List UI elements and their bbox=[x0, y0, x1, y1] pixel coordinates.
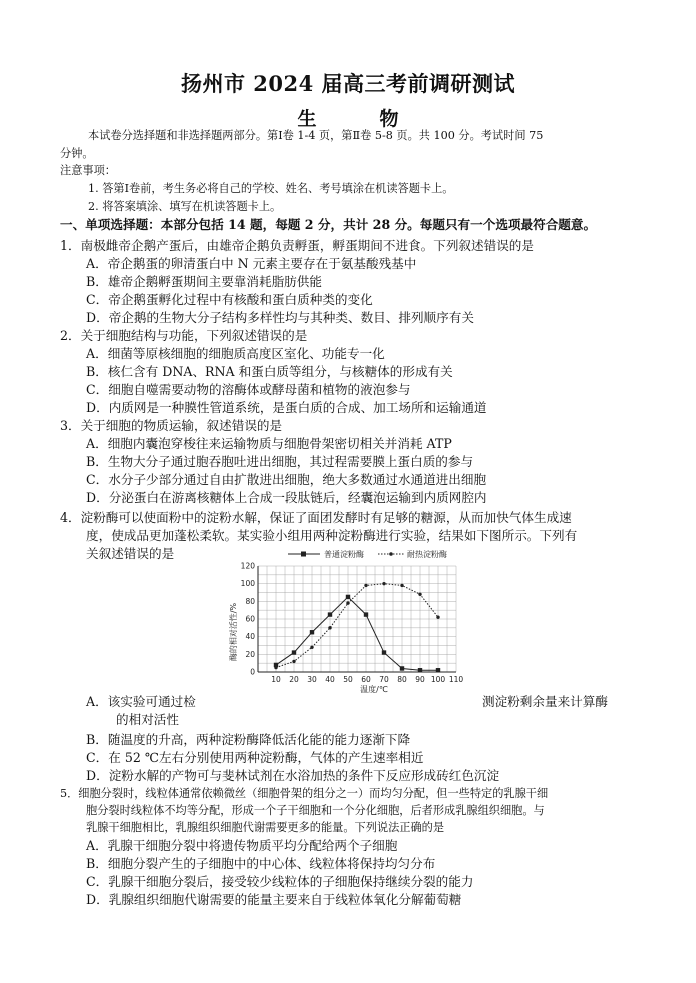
question-4-option-a-cont: 的相对活性 bbox=[116, 712, 179, 727]
data-point-normal bbox=[328, 612, 332, 616]
data-point-heat bbox=[346, 601, 349, 604]
data-point-normal bbox=[382, 650, 386, 654]
question-4-stem-line-3: 关叙述错误的是 bbox=[86, 546, 175, 561]
y-tick-label: 60 bbox=[245, 614, 255, 624]
legend-label-heat: 耐热淀粉酶 bbox=[407, 550, 447, 559]
x-tick-label: 70 bbox=[379, 675, 389, 684]
exam-title: 扬州市 2024 届高三考前调研测试 bbox=[180, 71, 516, 96]
question-4-option-c: C．在 52 ℃左右分别使用两种淀粉酶，气体的产生速率相近 bbox=[86, 750, 424, 765]
x-tick-label: 30 bbox=[307, 675, 317, 684]
x-tick-label: 50 bbox=[343, 675, 353, 684]
y-tick-label: 120 bbox=[240, 561, 255, 571]
data-point-heat bbox=[382, 582, 385, 585]
data-point-heat bbox=[292, 660, 295, 663]
question-4-stem-line-2: 度，使成品更加蓬松柔软。某实验小组用两种淀粉酶进行实验，结果如下图所示。下列有 bbox=[86, 528, 578, 543]
question-1-option-d: D．帝企鹅的生物大分子结构多样性均与其种类、数目、排列顺序有关 bbox=[86, 310, 474, 325]
question-5-option-d: D．乳腺组织细胞代谢需要的能量主要来自于线粒体氧化分解葡萄糖 bbox=[86, 892, 462, 907]
data-point-normal bbox=[400, 666, 404, 670]
question-2-option-b: B．核仁含有 DNA、RNA 和蛋白质等组分，与核糖体的形成有关 bbox=[86, 364, 453, 379]
data-point-heat bbox=[400, 584, 403, 587]
data-point-heat bbox=[310, 646, 313, 649]
data-point-heat bbox=[328, 626, 331, 629]
question-3-option-d: D．分泌蛋白在游离核糖体上合成一段肽链后，经囊泡运输到内质网腔内 bbox=[86, 490, 487, 505]
data-point-heat bbox=[364, 584, 367, 587]
legend-label-normal: 普通淀粉酶 bbox=[324, 550, 364, 559]
x-tick-label: 10 bbox=[271, 675, 281, 684]
question-5-stem-line-2: 胞分裂时线粒体不均等分配，形成一个子干细胞和一个分化细胞，后者形成乳腺组织细胞。与 bbox=[86, 804, 545, 817]
question-2-stem: 2．关于细胞结构与功能，下列叙述错误的是 bbox=[60, 328, 308, 343]
question-1-option-c: C．帝企鹅蛋孵化过程中有核酸和蛋白质种类的变化 bbox=[86, 292, 373, 307]
data-point-normal bbox=[364, 612, 368, 616]
y-axis-label: 酶的相对活性/% bbox=[229, 602, 238, 662]
x-tick-label: 110 bbox=[448, 675, 464, 684]
data-point-normal bbox=[346, 595, 350, 599]
y-tick-label: 20 bbox=[245, 649, 255, 659]
chart-legend bbox=[288, 549, 447, 559]
y-tick-label: 80 bbox=[245, 596, 255, 606]
x-tick-label: 80 bbox=[397, 675, 407, 684]
subject-title: 生 物 bbox=[297, 108, 421, 130]
chart-grid bbox=[258, 566, 456, 672]
question-4-option-b: B．随温度的升高，两种淀粉酶降低活化能的能力逐渐下降 bbox=[86, 732, 411, 747]
question-3-option-b: B．生物大分子通过胞吞胞吐进出细胞，其过程需要膜上蛋白质的参与 bbox=[86, 454, 474, 469]
x-tick-label: 100 bbox=[430, 675, 446, 684]
question-4-option-d: D．淀粉水解的产物可与斐林试剂在水浴加热的条件下反应形成砖红色沉淀 bbox=[86, 768, 500, 783]
question-2-option-c: C．细胞自噬需要动物的溶酶体或酵母菌和植物的液泡参与 bbox=[86, 382, 411, 397]
x-tick-label: 40 bbox=[325, 675, 335, 684]
question-2-option-a: A．细菌等原核细胞的细胞质高度区室化、功能专一化 bbox=[86, 346, 385, 361]
y-tick-label: 100 bbox=[240, 579, 255, 589]
question-3-stem: 3．关于细胞的物质运输，叙述错误的是 bbox=[60, 418, 283, 433]
data-point-heat bbox=[274, 666, 277, 669]
data-point-normal bbox=[418, 668, 422, 672]
y-tick-label: 0 bbox=[250, 667, 255, 677]
data-point-normal bbox=[310, 630, 314, 634]
question-3-option-a: A．细胞内囊泡穿梭往来运输物质与细胞骨架密切相关并消耗 ATP bbox=[86, 436, 452, 451]
enzyme-activity-chart bbox=[220, 546, 470, 696]
x-tick-label: 60 bbox=[361, 675, 371, 684]
intro-line-1: 本试卷分选择题和非选择题两部分。第Ⅰ卷 1-4 页，第Ⅱ卷 5-8 页。共 100 分。考试时间 75 bbox=[88, 129, 544, 142]
question-5-option-a: A．乳腺干细胞分裂中将遗传物质平均分配给两个子细胞 bbox=[86, 838, 398, 853]
data-point-heat bbox=[436, 616, 439, 619]
question-4-stem-line-1: 4．淀粉酶可以使面粉中的淀粉水解，保证了面团发酵时有足够的糖源，从而加快气体生成速 bbox=[60, 510, 572, 525]
question-5-option-b: B．细胞分裂产生的子细胞中的中心体、线粒体将保持均匀分布 bbox=[86, 856, 436, 871]
question-5-stem-line-3: 乳腺干细胞相比，乳腺组织细胞代谢需要更多的能量。下列说法正确的是 bbox=[86, 821, 445, 834]
question-4-option-a-left: A．该实验可通过检 bbox=[86, 694, 196, 709]
question-1-option-a: A．帝企鹅蛋的卵清蛋白中 N 元素主要存在于氨基酸残基中 bbox=[86, 256, 417, 271]
x-tick-label: 20 bbox=[289, 675, 299, 684]
note-2: 2. 将答案填涂、填写在机读答题卡上。 bbox=[88, 200, 282, 213]
question-2-option-d: D．内质网是一种膜性管道系统，是蛋白质的合成、加工场所和运输通道 bbox=[86, 400, 487, 415]
question-4-option-a-right: 测淀粉剩余量来计算酶 bbox=[482, 694, 608, 709]
data-point-normal bbox=[436, 668, 440, 672]
question-3-option-c: C．水分子少部分通过自由扩散进出细胞，绝大多数通过水通道进出细胞 bbox=[86, 472, 487, 487]
y-tick-label: 40 bbox=[245, 632, 255, 642]
x-axis-label: 温度/℃ bbox=[360, 685, 388, 694]
question-5-option-c: C．乳腺干细胞分裂后，接受较少线粒体的子细胞保持继续分裂的能力 bbox=[86, 874, 474, 889]
notes-title: 注意事项： bbox=[60, 164, 116, 177]
intro-line-2: 分钟。 bbox=[60, 147, 94, 160]
section-heading: 一、单项选择题：本部分包括 14 题，每题 2 分，共计 28 分。每题只有一个选项最符合题意。 bbox=[60, 217, 597, 232]
data-point-normal bbox=[292, 650, 296, 654]
question-1-stem: 1．南极雌帝企鹅产蛋后，由雄帝企鹅负责孵蛋，孵蛋期间不进食。下列叙述错误的是 bbox=[60, 238, 534, 253]
question-5-stem-line-1: 5．细胞分裂时，线粒体通常依赖微丝（细胞骨架的组分之一）而均匀分配，但一些特定的乳腺干细 bbox=[60, 787, 549, 800]
legend-square-marker bbox=[301, 552, 306, 557]
data-point-heat bbox=[418, 593, 421, 596]
legend-circle-marker bbox=[389, 552, 393, 556]
question-1-option-b: B．雄帝企鹅孵蛋期间主要靠消耗脂肪供能 bbox=[86, 274, 322, 289]
note-1: 1. 答第Ⅰ卷前，考生务必将自己的学校、姓名、考号填涂在机读答题卡上。 bbox=[88, 182, 454, 195]
x-tick-label: 90 bbox=[415, 675, 425, 684]
